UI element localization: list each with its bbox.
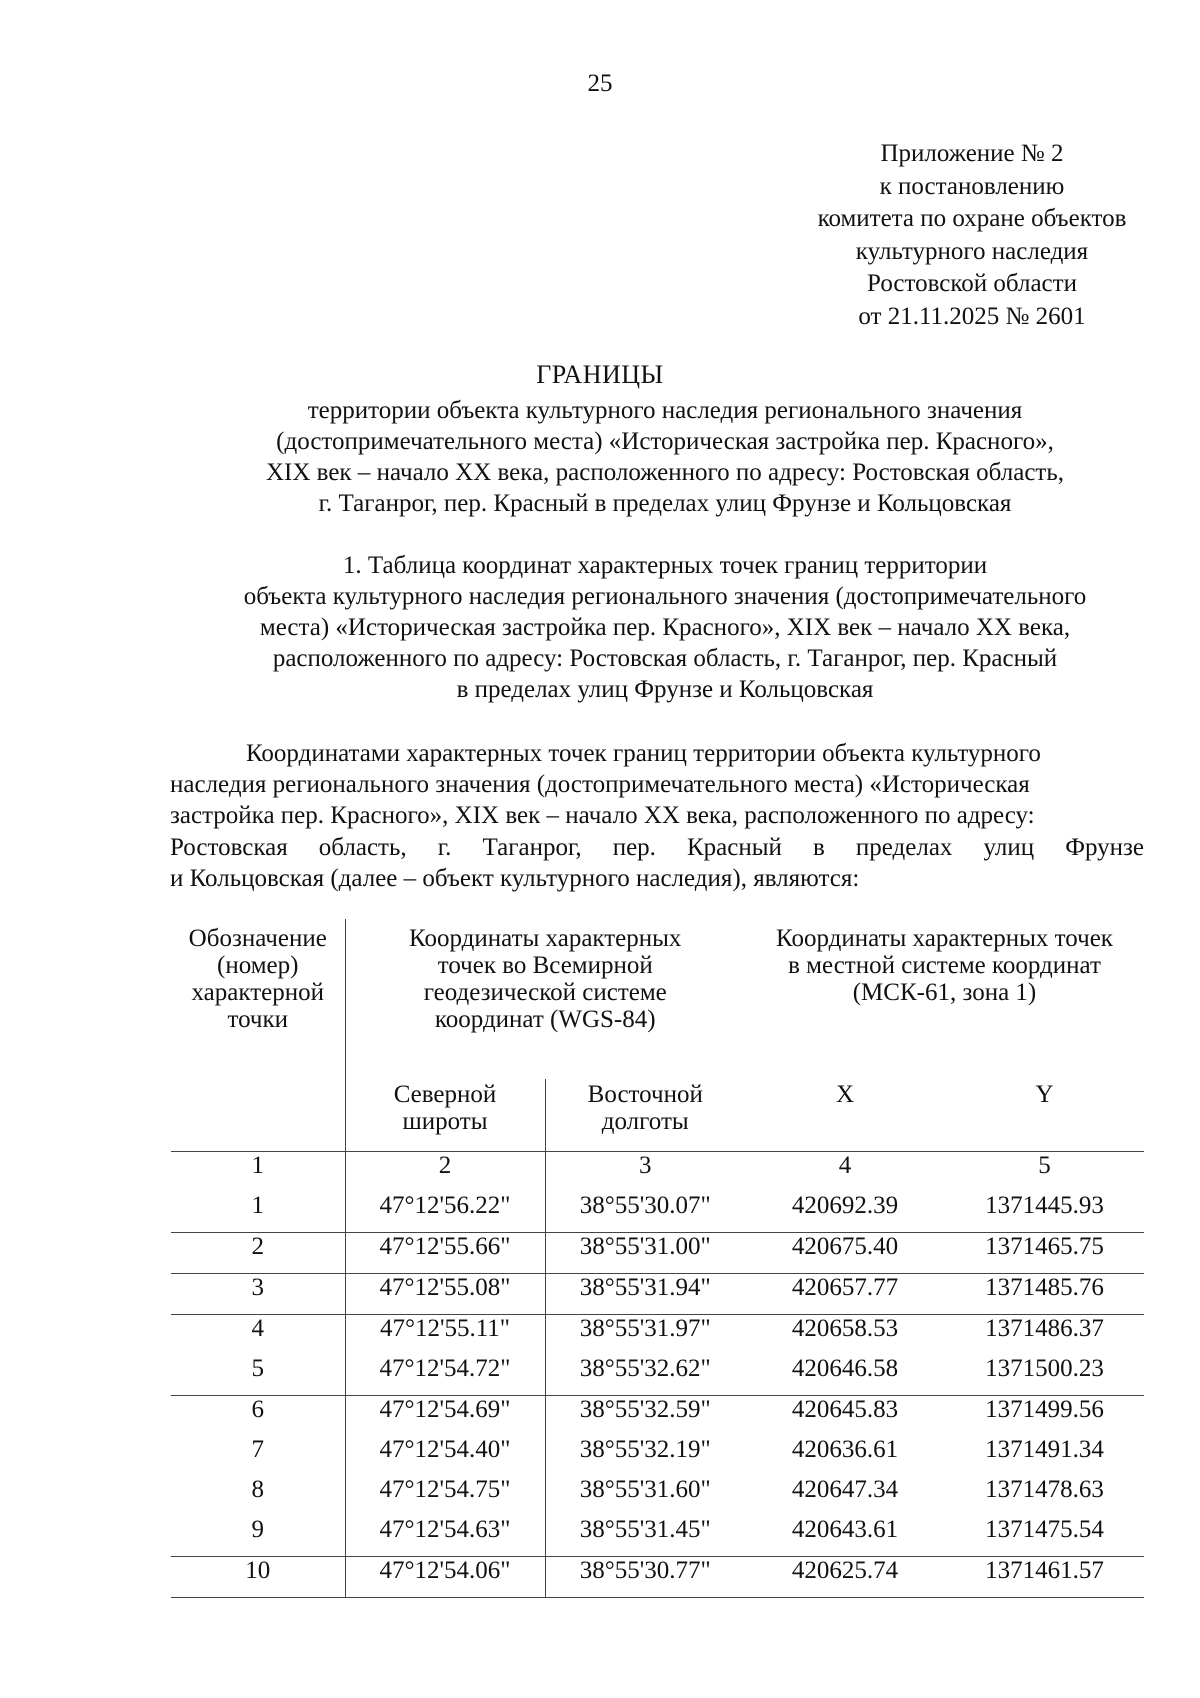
coord-x: 420647.34 [791, 1476, 899, 1503]
table-row [171, 1315, 1144, 1356]
coord-x: 420625.74 [745, 1557, 945, 1598]
body-paragraph [170, 738, 1144, 894]
header-y: Y [945, 1079, 1144, 1152]
header-north-latitude: Северной широты [345, 1079, 545, 1152]
column-number-row [171, 1152, 1144, 1193]
appendix-line: культурного наследия [855, 237, 1089, 265]
latitude: 47°12'55.11" [345, 1315, 545, 1356]
coord-x: 420646.58 [791, 1355, 899, 1382]
latitude: 47°12'54.75" [379, 1476, 511, 1503]
appendix-line: Приложение № 2 [880, 140, 1064, 167]
section-heading-line: объекта культурного наследия регионального значения (достопримечательного [243, 583, 1087, 610]
section-heading-line: в пределах улиц Фрунзе и Кольцовская [456, 676, 874, 703]
section-heading-line: места) «Историческая застройка пер. Красного», XIX век – начало XX века, [259, 614, 1071, 641]
subtitle-line: (достопримечательного места) «Историческая застройка пер. Красного», [276, 428, 1054, 455]
subtitle-line: г. Таганрог, пер. Красный в пределах улиц Фрунзе и Кольцовская [318, 490, 1012, 517]
coord-y: 1371475.54 [985, 1516, 1104, 1543]
coord-y: 1371465.75 [945, 1233, 1144, 1274]
appendix-line: от 21.11.2025 № 2601 [858, 302, 1086, 330]
column-number: 1 [171, 1152, 345, 1193]
longitude: 38°55'31.60" [545, 1476, 745, 1516]
coord-y: 1371486.37 [945, 1315, 1144, 1356]
appendix-block [740, 138, 1200, 333]
coord-x: 420675.40 [745, 1233, 945, 1274]
table-row [171, 1396, 1144, 1437]
point-number: 7 [171, 1436, 345, 1476]
coord-x: 420658.53 [745, 1315, 945, 1356]
coord-y: 1371485.76 [945, 1274, 1144, 1315]
longitude: 38°55'32.19" [545, 1436, 745, 1476]
paragraph-line: Координатами характерных точек границ территории объекта культурного [246, 740, 1041, 767]
coordinates-table-body [171, 1192, 1144, 1598]
point-number: 9 [171, 1516, 345, 1557]
paragraph-line: наследия регионального значения (достопримечательного места) «Историческая [170, 771, 1030, 799]
table-row [171, 1516, 1144, 1557]
header-msk61: Координаты характерных точек в местной системе координат (МСК-61, зона 1) [776, 925, 1113, 1006]
paragraph-line: Ростовская область, г. Таганрог, пер. Красный в пределах улиц Фрунзе [170, 833, 1144, 861]
point-number: 10 [171, 1557, 345, 1598]
column-number: 2 [438, 1152, 452, 1179]
latitude: 47°12'54.63" [379, 1516, 511, 1543]
table-row [171, 1233, 1144, 1274]
appendix-line: к постановлению [879, 172, 1065, 200]
point-number: 5 [171, 1355, 345, 1396]
column-number: 3 [545, 1152, 745, 1193]
coord-y: 1371499.56 [945, 1396, 1144, 1437]
header-point-number: Обозначение (номер) характерной точки [171, 919, 345, 1152]
longitude: 38°55'32.59" [545, 1396, 745, 1437]
point-number: 8 [171, 1476, 345, 1516]
page-number: 25 [587, 70, 613, 97]
longitude: 38°55'30.07" [545, 1192, 745, 1233]
column-number: 4 [838, 1152, 852, 1179]
point-number: 3 [171, 1274, 345, 1315]
appendix-line: комитета по охране объектов [817, 205, 1127, 232]
table-row [171, 1192, 1144, 1233]
coord-x: 420657.77 [745, 1274, 945, 1315]
latitude: 47°12'55.08" [345, 1274, 545, 1315]
longitude: 38°55'31.45" [545, 1516, 745, 1557]
table-row [171, 1557, 1144, 1598]
coord-y: 1371478.63 [985, 1476, 1104, 1503]
latitude: 47°12'54.40" [379, 1436, 511, 1463]
latitude: 47°12'55.66" [345, 1233, 545, 1274]
section-heading-line: 1. Таблица координат характерных точек границ территории [342, 552, 988, 579]
latitude: 47°12'56.22" [379, 1192, 511, 1219]
longitude: 38°55'30.77" [545, 1557, 745, 1598]
coord-y: 1371500.23 [985, 1355, 1104, 1382]
coord-y: 1371461.57 [945, 1557, 1144, 1598]
coord-y: 1371491.34 [985, 1436, 1104, 1463]
section-heading-line: расположенного по адресу: Ростовская область, г. Таганрог, пер. Красный [272, 645, 1058, 672]
coord-x: 420643.61 [791, 1516, 899, 1543]
latitude: 47°12'54.72" [379, 1355, 511, 1382]
longitude: 38°55'31.00" [545, 1233, 745, 1274]
point-number: 4 [171, 1315, 345, 1356]
table-row [171, 1274, 1144, 1315]
latitude: 47°12'54.06" [345, 1557, 545, 1598]
table-row [171, 1436, 1144, 1476]
table-row [171, 1355, 1144, 1396]
coord-x: 420636.61 [791, 1436, 899, 1463]
paragraph-line: застройка пер. Красного», XIX век – начало XX века, расположенного по адресу: [170, 802, 1035, 830]
latitude: 47°12'54.69" [345, 1396, 545, 1437]
point-number: 6 [171, 1396, 345, 1437]
appendix-line: Ростовской области [867, 270, 1077, 297]
document-subtitle [170, 395, 1160, 519]
header-x: X [745, 1079, 945, 1152]
longitude: 38°55'32.62" [545, 1355, 745, 1396]
longitude: 38°55'31.94" [545, 1274, 745, 1315]
section-heading [170, 550, 1160, 705]
coordinates-table [171, 919, 1144, 1598]
coord-y: 1371445.93 [985, 1192, 1104, 1219]
point-number: 2 [171, 1233, 345, 1274]
paragraph-line: и Кольцовская (далее – объект культурного наследия), являются: [170, 864, 860, 892]
subtitle-line: XIX век – начало XX века, расположенного по адресу: Ростовская область, [265, 459, 1065, 486]
point-number: 1 [171, 1192, 345, 1233]
header-wgs84: Координаты характерных точек во Всемирной геодезической системе координат (WGS-84) [409, 925, 682, 1033]
longitude: 38°55'31.97" [545, 1315, 745, 1356]
coord-x: 420692.39 [791, 1192, 899, 1219]
subtitle-line: территории объекта культурного наследия регионального значения [307, 397, 1023, 424]
header-east-longitude: Восточной долготы [545, 1079, 745, 1152]
table-row [171, 1476, 1144, 1516]
column-number: 5 [1038, 1152, 1051, 1179]
document-title: ГРАНИЦЫ [536, 360, 664, 389]
coord-x: 420645.83 [745, 1396, 945, 1437]
